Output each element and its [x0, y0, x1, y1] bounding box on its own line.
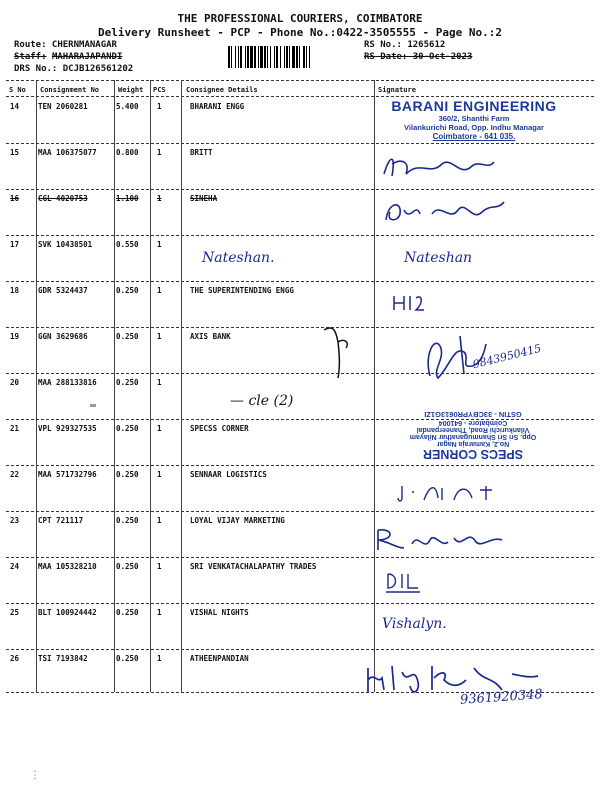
phone-number-19: 9843950415: [471, 341, 543, 372]
phone-number-26: 9361920348: [459, 687, 544, 708]
row-consignee: SINEHA: [190, 194, 218, 203]
row-sno: 19: [10, 332, 20, 341]
stamp-line: No.2, Kamaraja Nagar: [436, 440, 510, 447]
stamp-line: Coimbatore - 641 035.: [432, 132, 516, 141]
row-sno: 18: [10, 286, 20, 295]
staff-row: [14, 52, 122, 62]
stamp-line: Coimbatore - 641004: [438, 419, 508, 426]
stamp-line: Vilankurichi Road, Opp. Indhu Managar: [404, 123, 544, 132]
row-divider: [6, 189, 594, 190]
row-pcs: 1: [157, 194, 162, 203]
row-consignment: MAA 106375077: [38, 148, 97, 157]
row-consignment: MAA 571732796: [38, 470, 97, 479]
row-sno: 25: [10, 608, 20, 617]
table-row: [0, 286, 600, 295]
row-consignee: SPECSS CORNER: [190, 424, 249, 433]
scan-speck: [90, 404, 96, 407]
row-weight: 5.400: [116, 102, 139, 111]
row-sno: 24: [10, 562, 20, 571]
row-consignee: VISHAL NIGHTS: [190, 608, 249, 617]
row-sno: 17: [10, 240, 20, 249]
signature-row-17: Nateshan: [404, 250, 473, 266]
row-pcs: 1: [157, 102, 162, 111]
row-weight: 0.250: [116, 332, 139, 341]
row-consignee: THE SUPERINTENDING ENGG: [190, 286, 294, 295]
row-consignment: CGL 4020753: [38, 194, 88, 203]
row-consignee: BRITT: [190, 148, 213, 157]
col-weight: Weight: [118, 86, 144, 94]
staff-label: Staff:: [14, 52, 47, 62]
row-pcs: 1: [157, 608, 162, 617]
row-divider: [6, 235, 594, 236]
barcode-bar: [310, 46, 313, 68]
row-weight: 0.250: [116, 562, 139, 571]
row-consignment: TEN 2060281: [38, 102, 88, 111]
row-consignment: GGN 3629686: [38, 332, 88, 341]
row-divider: [6, 649, 594, 650]
row-consignment: BLT 100924442: [38, 608, 97, 617]
row-consignment: MAA 288133816: [38, 378, 97, 387]
stamp-line: GSTIN - 33CBYPR0613G1ZI: [424, 410, 522, 419]
row-sno: 23: [10, 516, 20, 525]
row-sno: 20: [10, 378, 20, 387]
tick-mark-19: [320, 322, 360, 382]
col-pcs: PCS: [153, 86, 166, 94]
row-sno: 22: [10, 470, 20, 479]
row-weight: 0.550: [116, 240, 139, 249]
header-divider-bottom: [6, 96, 594, 97]
row-pcs: 1: [157, 332, 162, 341]
row-weight: 0.250: [116, 286, 139, 295]
row-pcs: 1: [157, 562, 162, 571]
signature-row-24: [384, 568, 424, 594]
row-pcs: 1: [157, 470, 162, 479]
signature-row-25: Vishalyn.: [382, 616, 447, 632]
stamp-line: Opp. Sri Sri Shanmuganathar Nilayam: [409, 433, 537, 440]
row-consignment: VPL 929327535: [38, 424, 97, 433]
row-divider: [6, 281, 594, 282]
barani-stamp: [384, 98, 564, 141]
row-weight: 0.250: [116, 654, 139, 663]
table-row: [0, 148, 600, 157]
staff-name: MAHARAJAPANDI: [51, 52, 123, 62]
table-row: [0, 378, 600, 387]
signature-row-22: [396, 480, 506, 504]
row-consignee: BHARANI ENGG: [190, 102, 245, 111]
route-label: Route: CHERNMANAGAR: [14, 40, 117, 50]
row-weight: 0.800: [116, 148, 139, 157]
row-consignment: MAA 105328210: [38, 562, 97, 571]
row-divider: [6, 143, 594, 144]
table-row: [0, 654, 600, 663]
row-sno: 16: [10, 194, 20, 203]
drs-number: DRS No.: DCJB126561202: [14, 64, 134, 74]
table-row: [0, 516, 600, 525]
rs-number: RS No.: 1265612: [364, 40, 446, 50]
table-row: [0, 332, 600, 341]
stamp-name: BARANI ENGINEERING: [391, 98, 557, 114]
handwritten-consignee-17: Nateshan.: [202, 250, 275, 266]
rs-date: RS Date: 30-Oct-2023: [364, 52, 473, 62]
company-name: THE PROFESSIONAL COURIERS, COIMBATORE: [177, 12, 423, 25]
row-weight: 0.250: [116, 516, 139, 525]
row-consignment: SVK 10438501: [38, 240, 93, 249]
runsheet-subtitle: Delivery Runsheet - PCP - Phone No.:0422-3505555 - Page No.:2: [98, 26, 502, 39]
col-consignment: Consignment No: [40, 86, 100, 94]
table-row: [0, 240, 600, 249]
signature-row-15: [380, 148, 500, 184]
stamp-line: Vilankurichi Road, Thaneerpandal: [416, 426, 530, 433]
col-signature: Signature: [378, 86, 416, 94]
row-pcs: 1: [157, 148, 162, 157]
col-divider: [374, 80, 375, 692]
scan-speck: ⋮: [30, 770, 40, 781]
row-divider: [6, 603, 594, 604]
stamp-line: 360/2, Shanthi Farm: [438, 114, 510, 123]
row-pcs: 1: [157, 286, 162, 295]
row-divider: [6, 327, 594, 328]
row-divider: [6, 511, 594, 512]
row-weight: 1.100: [116, 194, 139, 203]
signature-row-18: [388, 292, 428, 314]
table-row: [0, 562, 600, 571]
table-row: [0, 194, 600, 203]
table-row: [0, 470, 600, 479]
row-pcs: 1: [157, 516, 162, 525]
row-consignee: ATHEENPANDIAN: [190, 654, 249, 663]
row-consignment: GDR 5324437: [38, 286, 88, 295]
row-consignee: SENNAAR LOGISTICS: [190, 470, 267, 479]
col-divider: [181, 80, 182, 692]
col-divider: [36, 80, 37, 692]
row-consignee: AXIS BANK: [190, 332, 231, 341]
row-pcs: 1: [157, 424, 162, 433]
row-consignment: CPT 721117: [38, 516, 84, 525]
row-pcs: 1: [157, 654, 162, 663]
row-consignment: TSI 7193842: [38, 654, 88, 663]
row-consignee: LOYAL VIJAY MARKETING: [190, 516, 285, 525]
row-divider: [6, 373, 594, 374]
col-consignee: Consignee Details: [186, 86, 258, 94]
col-divider: [114, 80, 115, 692]
col-sno: S No: [9, 86, 26, 94]
header-divider-top: [6, 80, 594, 81]
specs-corner-stamp: [378, 410, 568, 461]
table-row: [0, 608, 600, 617]
barcode: [228, 46, 356, 68]
col-divider: [150, 80, 151, 692]
row-pcs: 1: [157, 240, 162, 249]
signature-row-16: [380, 192, 510, 232]
handwritten-mark-20: — cle (2): [230, 393, 294, 409]
row-divider: [6, 557, 594, 558]
signature-row-23: [372, 522, 512, 556]
row-weight: 0.250: [116, 608, 139, 617]
row-sno: 15: [10, 148, 20, 157]
row-weight: 0.250: [116, 378, 139, 387]
row-consignee: SRI VENKATACHALAPATHY TRADES: [190, 562, 317, 571]
row-sno: 21: [10, 424, 20, 433]
row-pcs: 1: [157, 378, 162, 387]
stamp-name: SPECS CORNER: [422, 447, 524, 461]
row-divider: [6, 465, 594, 466]
row-sno: 14: [10, 102, 20, 111]
row-weight: 0.250: [116, 424, 139, 433]
row-sno: 26: [10, 654, 20, 663]
row-weight: 0.250: [116, 470, 139, 479]
